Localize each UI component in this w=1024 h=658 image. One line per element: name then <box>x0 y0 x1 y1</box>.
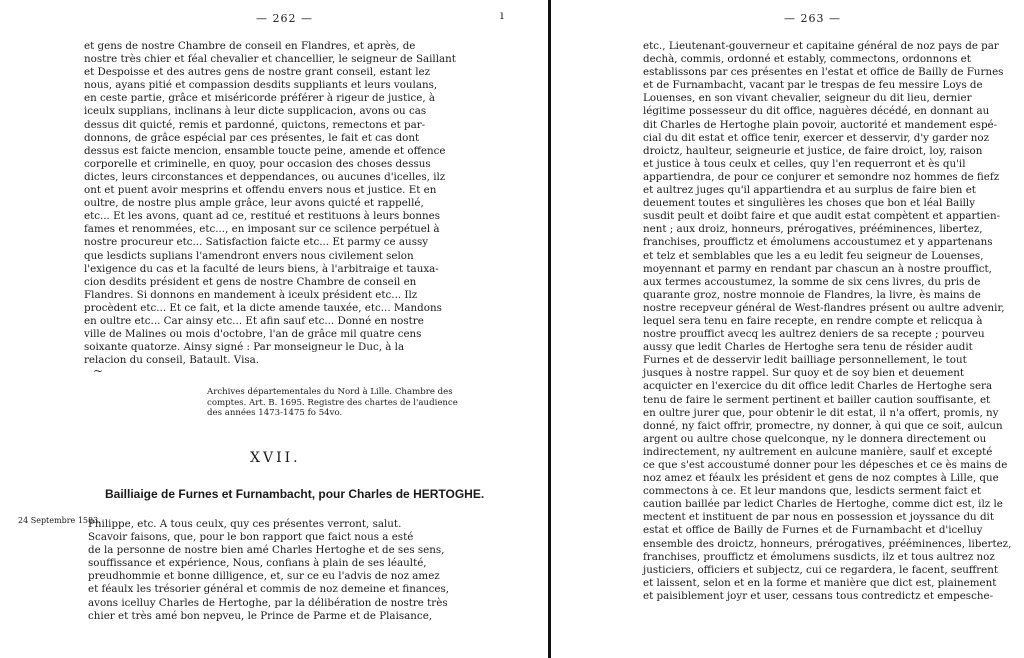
text-line: etc... Et les avons, quant ad ce, restitué et restituons à leurs bonnes <box>84 210 440 223</box>
text-line: deuement toutes et singulières les choses que bon et léal Bailly <box>643 197 976 210</box>
text-line: caution baillée par ledict Charles de Hertoghe, comme dict est, ilz le <box>643 498 1003 511</box>
text-line: en oultre etc... Car ainsy etc... Et afin sauf etc... Donné en nostre <box>84 314 424 327</box>
text-line: mectent et instituent de par nous en possession et joyssance du dit <box>643 511 994 524</box>
text-line: ensemble des droictz, honneurs, prérogatives, prééminences, libertez, <box>643 537 1012 550</box>
text-line: ville de Malines ou mois d'octobre, l'an de grâce mil quatre cens <box>84 328 422 341</box>
text-line: Louenses, en son vivant chevalier, seigneur du dit lieu, dernier <box>643 92 972 105</box>
text-line: Furnes et de desservir ledit bailliage personnellement, le tout <box>643 354 967 367</box>
binding-gutter <box>548 0 551 658</box>
text-line: establissons par ces présentes en l'estat et office de Bailly de Furnes <box>643 66 1004 79</box>
page-number-right: — 263 — <box>784 12 841 25</box>
text-line: etc., Lieutenant-gouverneur et capitaine général de noz pays de par <box>643 40 999 52</box>
text-line: légitime possesseur du dit office, naguères décédé, en donnant au <box>643 105 990 118</box>
text-line: iceulx supplians, inclinans à leur dicte supplicacion, avons ou cas <box>84 105 427 118</box>
text-line: dit Charles de Hertoghe plain povoir, auctorité et mandement espé- <box>643 118 998 131</box>
text-line: nostre procureur etc... Satisfaction faicte etc... Et parmy ce aussy <box>84 236 429 249</box>
text-line: dessus est faicte mencion, ensamble toucte peine, amende et offence <box>84 144 446 157</box>
text-line: franchises, prouffictz et émolumens susdicts, ilz et tous aultrez noz <box>643 550 995 563</box>
text-line: que lesdicts suplians l'amendront envers nous civilement selon <box>84 249 414 262</box>
text-line: acquicter en l'exercice du dit office ledit Charles de Hertoghe sera <box>643 380 993 393</box>
text-line: nostre recepveur général de West-flandres présent ou aultre advenir, <box>643 301 1005 314</box>
text-line: commectons à ce. Et leur mandons que, lesdicts serment faict et <box>643 485 982 498</box>
text-line: et telz et semblables que les a eu ledit feu seigneur de Louenses, <box>643 249 984 262</box>
text-line: cial du dit estat et office tenir, exercer et desservir, d'y garder noz <box>643 131 990 144</box>
text-line: et féaulx les trésorier général et commis de noz demeine et finances, <box>88 583 450 596</box>
text-line: fames et renommées, etc..., en imposant sur ce scilence perpétuel à <box>84 223 440 236</box>
text-line: souffissance et expérience, Nous, confians à plain de ses léaulté, <box>88 557 427 570</box>
text-line: quarante groz, nostre monnoie de Flandres, la livre, ès mains de <box>643 288 981 301</box>
text-line: dictes, leurs circonstances et deppendances, ou aucunes d'icelles, ilz <box>84 170 446 183</box>
text-line: Scavoir faisons, que, pour le bon rapport que faict nous a esté <box>88 531 414 544</box>
text-line: corporelle et criminelle, en quoy, pour occasion des choses dessus <box>84 157 431 170</box>
text-line: indirectement, ny aultrement en aulcune manière, saulf et excepté <box>643 445 993 458</box>
text-line: nent ; aux droiz, honneurs, prérogatives, prééminences, libertez, <box>643 223 983 236</box>
text-line: argent ou aultre chose quelconque, ny le donnera directement ou <box>643 432 987 445</box>
section-body-text <box>88 518 470 623</box>
right-body-text <box>643 40 1024 603</box>
text-line: nostre prouffict avecq les aultrez deniers de sa recepte ; pourveu <box>643 328 985 341</box>
margin-date: 24 Septembre 1583. <box>18 516 101 525</box>
section-title: Bailliaige de Furnes et Furnambacht, pour Charles de HERTOGHE. <box>105 487 485 501</box>
text-line: Flandres. Si donnons en mandement à iceulx président etc... Ilz <box>84 288 418 301</box>
text-line: oultre, de nostre plus ample grâce, leur avons quicté et rappellé, <box>84 197 424 210</box>
text-line: de la personne de nostre bien amé Charles Hertoghe et de ses sens, <box>88 544 445 557</box>
text-line: appartiendra, de pour ce conjurer et semondre noz hommes de fiefz <box>643 170 1000 183</box>
text-line: et Despoisse et des autres gens de nostre grant conseil, estant lez <box>84 66 431 79</box>
margin-tick-mark: ~ <box>93 364 104 378</box>
text-line: noz amez et féaulx les président et gens de noz comptes à Lille, que <box>643 472 999 485</box>
text-line: moyennant et parmy en rendant par chascun an à nostre prouffict, <box>643 262 992 275</box>
section-number: XVII. <box>250 450 301 466</box>
left-body-text <box>84 40 474 367</box>
text-line: soixante quatorze. Ainsy signé : Par monseigneur le Duc, à la <box>84 341 405 354</box>
text-line: franchises, prouffictz et émolumens accoustumez et y appartenans <box>643 236 993 249</box>
text-line: et justice à tous ceulx et celles, quy l'en requerront et ès qu'il <box>643 157 966 170</box>
text-line: dessus dit quicté, remis et pardonné, quictons, remectons et par- <box>84 118 426 131</box>
text-line: relacion du conseil, Batault. Visa. <box>84 354 260 367</box>
text-line: estat et office de Bailly de Furnes et de Furnambacht et d'icelluy <box>643 524 983 537</box>
text-line: et de Furnambacht, vacant par le trespas de feu messire Loys de <box>643 79 983 92</box>
text-line: tenu de faire le serment pertinent et bailler caution souffisante, et <box>643 393 991 406</box>
text-line: dechà, commis, ordonné et estably, commectons, ordonnons et <box>643 53 971 66</box>
text-line: des années 1473-1475 fo 54vo. <box>207 408 343 418</box>
text-line: comptes. Art. B. 1695. Registre des chartes de l'audience <box>207 397 458 408</box>
text-line: et gens de nostre Chambre de conseil en Flandres, et après, de <box>84 40 416 52</box>
archive-footnote <box>207 387 475 419</box>
text-line: nostre très chier et féal chevalier et chancellier, le seigneur de Saillant <box>84 53 456 66</box>
text-line: Archives départementales du Nord à Lille. Chambre des <box>207 387 453 397</box>
text-line: donnons, de grâce espécial par ces présentes, le fait et cas dont <box>84 131 420 144</box>
pencil-mark: ı <box>500 8 504 22</box>
text-line: et paisiblement joyr et user, cessans tous contredictz et empesche- <box>643 589 994 602</box>
text-line: justiciers, officiers et subjectz, cui ce regardera, le facent, seuffrent <box>643 563 999 576</box>
text-line: aux termes accoustumez, la somme de six cens livres, du pris de <box>643 275 981 288</box>
text-line: aussy que ledit Charles de Hertoghe sera tenu de résider audit <box>643 341 973 354</box>
text-line: nous, ayans pitié et compassion desdits suppliants et leurs voulans, <box>84 79 438 92</box>
text-line: l'exigence du cas et la faculté de leurs biens, à l'arbitraige et tauxa- <box>84 262 439 275</box>
text-line: en ceste partie, grâce et miséricorde préférer à rigeur de justice, à <box>84 92 436 105</box>
text-line: cion desdits président et gens de nostre Chambre de conseil en <box>84 275 417 288</box>
text-line: chier et très amé bon nepveu, le Prince de Parme et de Plaisance, <box>88 609 433 622</box>
text-line: preudhommie et bonne dilligence, et, sur ce eu l'advis de noz amez <box>88 570 440 583</box>
text-line: susdit peult et doibt faire et que audit estat compètent et appartien- <box>643 210 1001 223</box>
text-line: jusques à nostre rappel. Sur quoy et de soy bien et deuement <box>643 367 964 380</box>
text-line: procèdent etc... Et ce fait, et la dicte amende tauxée, etc... Mandons <box>84 301 442 314</box>
text-line: donné, ny faict offrir, promectre, ny donner, à qui que ce soit, aulcun <box>643 419 1003 432</box>
text-line: lequel sera tenu en faire recepte, en rendre compte et relicqua à <box>643 314 983 327</box>
page-number-left: — 262 — <box>256 12 313 25</box>
text-line: droictz, haulteur, seigneurie et justice, de faire droict, loy, raison <box>643 144 983 157</box>
text-line: en oultre jurer que, pour obtenir le dit estat, il n'a offert, promis, ny <box>643 406 999 419</box>
text-line: et laissent, selon et en la forme et manière que dict est, plainement <box>643 576 997 589</box>
text-line: ce que s'est accoustumé donner pour les dépesches et ce ès mains de <box>643 459 1008 471</box>
text-line: ont et puent avoir mesprins et offendu envers nous et justice. Et en <box>84 184 437 197</box>
text-line: et aultrez juges qu'il appartiendra et au surplus de faire bien et <box>643 184 976 197</box>
text-line: Philippe, etc. A tous ceulx, quy ces présentes verront, salut. <box>88 518 402 530</box>
text-line: avons icelluy Charles de Hertoghe, par la délibération de nostre très <box>88 596 448 609</box>
